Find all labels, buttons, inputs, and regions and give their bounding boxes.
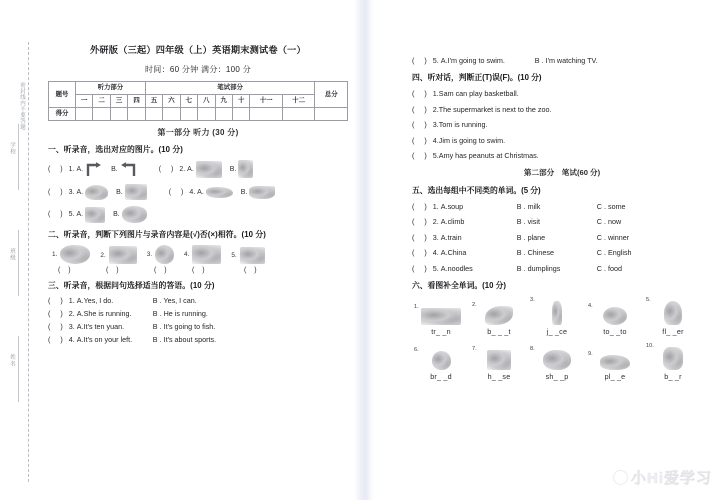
answer-blank[interactable]: ( ) [48, 322, 67, 331]
noodle-bowl-icon [192, 245, 221, 264]
banana-icon [485, 306, 513, 325]
question-number: 1. [68, 296, 75, 305]
word-blank[interactable]: to_ _to [603, 326, 627, 336]
option-a[interactable]: A.I'm going to swim. [440, 56, 505, 65]
score-col-w8: 十二 [282, 95, 315, 108]
option-a[interactable]: A.It's ten yuan. [76, 322, 125, 331]
word-item [586, 303, 644, 336]
option-a-label: A. [187, 165, 194, 173]
part-two-title: 第二部分 笔试(60 分) [523, 167, 601, 177]
picture-number: 2. [472, 301, 477, 308]
score-col-w7: 十一 [250, 95, 283, 108]
word-item [528, 297, 586, 336]
question-number: 4. [189, 188, 196, 196]
tomato-icon [603, 307, 627, 325]
question-text: 4.Jim is going to swim. [432, 135, 506, 145]
question-number: 4. [432, 248, 439, 257]
question-number: 2. [432, 217, 439, 226]
word-item [412, 304, 470, 336]
option-b-label: B. [111, 165, 118, 173]
section-two-answer-row [58, 267, 348, 274]
option-b-label: B. [116, 188, 123, 196]
score-table-row-label-1: 题号 [49, 82, 76, 108]
score-table-points-row [49, 108, 348, 121]
question-item [412, 248, 712, 257]
score-col-w2: 六 [163, 95, 180, 108]
seal-bar-1 [18, 124, 19, 190]
person-icon [238, 160, 253, 178]
score-col-l2: 二 [93, 95, 110, 108]
option-a-label: A. [76, 165, 84, 173]
question-item [159, 160, 254, 178]
picture-number: 2. [100, 251, 106, 259]
question-number: 5. [432, 56, 439, 65]
answer-blank[interactable]: ( ) [48, 309, 67, 318]
bicycle-icon [196, 161, 222, 178]
bread-icon [432, 351, 451, 370]
salad-bowl-icon [60, 245, 90, 264]
picture-number: 4. [184, 251, 190, 258]
question-number: 2. [179, 165, 186, 173]
seal-mark-class: 班级 [9, 248, 15, 261]
answer-blank[interactable]: ( ) [412, 232, 431, 242]
picture-item [52, 245, 90, 264]
answer-blank[interactable]: ( ) [168, 188, 188, 196]
question-item [48, 322, 348, 331]
question-item [412, 105, 712, 114]
answer-blank[interactable]: ( ) [158, 165, 178, 173]
answer-blank[interactable]: ( ) [48, 296, 67, 305]
question-number: 5. [432, 263, 439, 273]
train-icon [421, 308, 461, 325]
section-six-grid [412, 297, 712, 381]
question-item [412, 151, 712, 160]
plane-icon [206, 187, 233, 198]
word-item [412, 347, 470, 381]
option-a-label: A. [76, 211, 84, 218]
question-item [48, 162, 137, 177]
answer-blank[interactable]: ( ) [48, 211, 67, 218]
score-cell[interactable] [282, 108, 315, 121]
answer-blank[interactable]: ( ) [412, 135, 431, 145]
question-number: 1. [68, 165, 75, 173]
word-blank[interactable]: tr_ _n [431, 326, 451, 336]
answer-blank[interactable]: ( ) [244, 267, 260, 274]
word-blank[interactable]: h_ _se [487, 371, 511, 381]
answer-blank[interactable]: ( ) [412, 151, 431, 160]
picture-number: 7. [472, 345, 477, 352]
word-blank[interactable]: j_ _ce [546, 326, 568, 336]
question-item [48, 184, 147, 200]
seal-line [9, 42, 31, 482]
section-two-heading: 二、听录音，判断下列图片与录音内容是(√)否(×)相符。(10 分) [48, 230, 266, 239]
option-a[interactable]: A.noodles [440, 263, 473, 273]
answer-blank[interactable]: ( ) [412, 217, 431, 226]
answer-blank[interactable]: ( ) [412, 56, 431, 65]
section-six-row-2 [412, 343, 712, 381]
option-c[interactable]: C . winner [596, 232, 630, 242]
option-c[interactable]: C . now [596, 217, 622, 226]
section-two-pictures [52, 245, 348, 264]
question-item [48, 309, 348, 318]
basket-icon [85, 185, 108, 200]
section-one-heading: 一、听录音，选出对应的图片。(10 分) [48, 145, 183, 154]
question-item [412, 136, 712, 145]
word-blank[interactable]: sh_ _p [545, 371, 569, 381]
question-item [412, 120, 712, 129]
word-item [470, 346, 528, 381]
seal-bar-2 [18, 230, 19, 296]
option-a-label: A. [197, 188, 204, 196]
plane-icon [600, 355, 630, 370]
answer-blank[interactable]: ( ) [48, 188, 67, 196]
question-text: 5.Amy has peanuts at Christmas. [432, 151, 539, 160]
answer-blank[interactable]: ( ) [48, 335, 67, 344]
option-b[interactable]: B . Yes, I can. [152, 296, 197, 305]
option-c[interactable]: C . some [596, 201, 626, 211]
question-item [48, 296, 348, 305]
question-item [412, 264, 712, 273]
section-three-heading: 三、听录音，根据问句选择适当的答语。(10 分) [48, 281, 215, 290]
answer-blank[interactable]: ( ) [48, 165, 67, 173]
question-number: 4. [68, 335, 75, 344]
option-b[interactable]: B . Chinese [516, 248, 554, 257]
question-number: 1. [432, 201, 439, 211]
word-item [528, 346, 586, 381]
option-b[interactable]: B . plane [516, 232, 546, 242]
exam-subtitle: 时间：60 分钟 满分：100 分 [144, 65, 251, 74]
word-blank[interactable]: br_ _d [430, 371, 452, 381]
question-text: 3.Tom is running. [432, 120, 488, 129]
picture-number: 4. [588, 302, 593, 309]
horse-icon [487, 350, 511, 370]
watermark-text: 小Hi爱学习 [630, 470, 712, 487]
score-col-w3: 七 [180, 95, 197, 108]
score-col-l3: 三 [110, 95, 127, 108]
seal-mark-name: 姓名 [9, 354, 15, 367]
arrow-left-turn-icon [120, 162, 137, 177]
picture-number: 6. [414, 346, 419, 353]
option-c[interactable]: C . food [596, 263, 622, 273]
score-table [48, 81, 348, 121]
part-one-title: 第一部分 听力 (30 分) [157, 128, 239, 137]
section-one-row-1 [48, 160, 348, 178]
option-a[interactable]: A.Yes, I do. [76, 296, 114, 305]
section-six-heading: 六、看图补全单词。(10 分) [412, 280, 506, 290]
option-a[interactable]: A.soup [440, 201, 464, 211]
section-one-row-2 [48, 184, 348, 200]
answer-blank[interactable]: ( ) [412, 104, 431, 114]
question-item [48, 335, 348, 344]
question-number: 5. [68, 211, 75, 218]
word-item [470, 302, 528, 336]
watermark [613, 467, 712, 488]
section-six-row-1 [412, 297, 712, 336]
picture-number: 5. [231, 252, 237, 259]
answer-blank[interactable]: ( ) [58, 267, 74, 274]
option-a[interactable]: A.It's on your left. [76, 335, 133, 344]
section-one-row-3 [48, 206, 348, 223]
question-item [412, 202, 712, 211]
right-page-content [412, 56, 712, 381]
sheep-icon [122, 206, 147, 223]
picture-number: 1. [52, 251, 58, 258]
question-item [169, 186, 276, 199]
dumplings-icon [109, 246, 137, 264]
option-c[interactable]: C . English [596, 248, 632, 257]
answer-blank[interactable]: ( ) [192, 267, 208, 274]
option-b[interactable]: B . dumplings [516, 263, 561, 273]
seal-bar-3 [18, 336, 19, 402]
page-title: 外研版（三起）四年级（上）英语期末测试卷（一） [90, 45, 306, 55]
question-text: 1.Sam can play basketball. [432, 89, 519, 98]
word-blank[interactable]: fl_ _er [662, 326, 684, 336]
score-cell[interactable] [128, 108, 145, 121]
score-cell[interactable] [215, 108, 232, 121]
score-cell-total[interactable] [315, 108, 348, 121]
answer-blank[interactable]: ( ) [412, 120, 431, 129]
question-item [412, 56, 712, 65]
question-number: 3. [68, 188, 75, 196]
score-cell[interactable] [180, 108, 197, 121]
question-number: 2. [68, 309, 75, 318]
arrow-right-turn-icon [85, 162, 102, 177]
picture-number: 5. [646, 296, 651, 303]
score-cell[interactable] [110, 108, 127, 121]
copyright-ring-icon [613, 470, 628, 485]
hamburger-icon [155, 245, 174, 264]
seal-note: 密封线内不要答题 [19, 82, 25, 130]
section-four-heading: 四、听对话，判断正(T)误(F)。(10 分) [412, 73, 542, 82]
picture-item [184, 245, 221, 264]
score-group-total: 总分 [315, 82, 348, 108]
bottle-icon [552, 301, 562, 325]
answer-blank[interactable]: ( ) [154, 267, 170, 274]
word-blank[interactable]: b_ _ _t [487, 326, 511, 336]
option-b[interactable]: B . It's going to fish. [152, 322, 216, 331]
picture-number: 8. [530, 345, 535, 352]
option-b[interactable]: B . milk [516, 201, 541, 211]
picture-number: 3. [530, 296, 535, 303]
picture-number: 9. [588, 350, 593, 357]
boat-icon [249, 186, 275, 199]
left-page-content [48, 42, 348, 348]
option-b[interactable]: B . I'm watching TV. [534, 56, 598, 65]
score-cell[interactable] [76, 108, 93, 121]
picture-item [147, 245, 174, 264]
score-col-w5: 九 [215, 95, 232, 108]
score-col-l1: 一 [76, 95, 93, 108]
flowers-icon [125, 184, 147, 200]
option-b-label: B. [240, 188, 248, 196]
score-col-w4: 八 [198, 95, 215, 108]
score-cell[interactable] [93, 108, 110, 121]
score-col-w6: 十 [232, 95, 249, 108]
picture-number: 1. [414, 303, 419, 310]
question-text: 2.The supermarket is next to the zoo. [432, 104, 552, 114]
peanuts-icon [240, 247, 265, 264]
score-group-written: 笔试部分 [145, 82, 315, 95]
seal-mark-school: 学校 [9, 142, 15, 155]
option-a-label: A. [76, 188, 84, 196]
picture-number: 3. [146, 251, 153, 258]
picture-number: 10. [646, 342, 654, 349]
picture-item [231, 247, 264, 264]
option-b[interactable]: B . It's about sports. [152, 335, 217, 344]
question-item [412, 89, 712, 98]
word-item [644, 297, 702, 336]
section-five-heading: 五、选出每组中不同类的单词。(5 分) [412, 185, 541, 195]
score-cell[interactable] [163, 108, 180, 121]
score-cell[interactable] [145, 108, 162, 121]
word-item [644, 343, 702, 381]
bear-icon [663, 347, 683, 370]
picture-item [100, 246, 136, 264]
score-table-header-row [49, 82, 348, 95]
word-blank[interactable]: b_ _r [664, 371, 682, 381]
option-a[interactable]: A.train [440, 232, 462, 242]
word-blank[interactable]: pl_ _e [604, 371, 626, 381]
score-col-w1: 五 [145, 95, 162, 108]
option-a[interactable]: A.climb [440, 217, 465, 226]
option-b[interactable]: B . visit [516, 217, 540, 226]
option-b-label: B. [113, 211, 120, 218]
horse-icon [85, 207, 105, 223]
score-cell[interactable] [198, 108, 215, 121]
score-table-row-label-2: 得分 [49, 108, 76, 121]
score-group-listening: 听力部分 [76, 82, 146, 95]
answer-blank[interactable]: ( ) [106, 267, 122, 274]
flower-icon [664, 301, 682, 325]
question-number: 3. [432, 232, 439, 242]
score-cell[interactable] [232, 108, 249, 121]
word-item [586, 351, 644, 381]
option-b-label: B. [229, 165, 237, 173]
option-b[interactable]: B . He is running. [152, 309, 208, 318]
score-col-l4: 四 [128, 95, 145, 108]
answer-blank[interactable]: ( ) [412, 248, 431, 257]
question-item [412, 217, 712, 226]
score-table-col-row [49, 95, 348, 108]
sheep-icon [543, 350, 571, 370]
option-a[interactable]: A.She is running. [76, 309, 132, 318]
score-cell[interactable] [250, 108, 283, 121]
option-a[interactable]: A.China [440, 248, 467, 257]
answer-blank[interactable]: ( ) [412, 201, 431, 211]
page-gutter [355, 0, 375, 500]
question-number: 3. [68, 322, 75, 331]
question-item [48, 206, 147, 223]
question-item [412, 233, 712, 242]
answer-blank[interactable]: ( ) [412, 263, 431, 273]
answer-blank[interactable]: ( ) [412, 89, 431, 98]
